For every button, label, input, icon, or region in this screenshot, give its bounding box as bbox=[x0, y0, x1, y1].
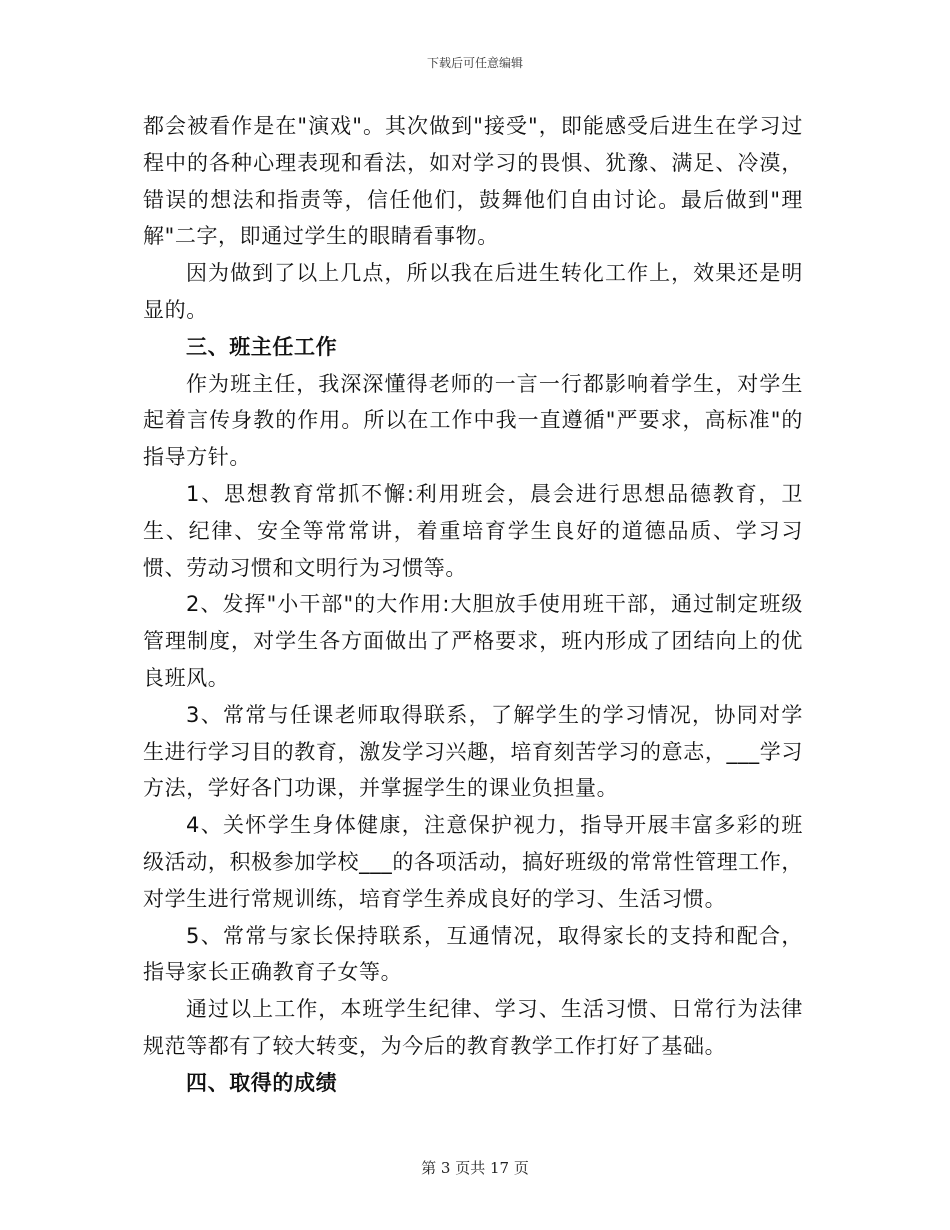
document-body bbox=[143, 108, 803, 1102]
paragraph-item-5: 5、常常与家长保持联系，互通情况，取得家长的支持和配合，指导家长正确教育子女等。 bbox=[143, 923, 803, 985]
paragraph-item-4: 4、关怀学生身体健康，注意保护视力，指导开展丰富多彩的班级活动，积极参加学校___的各项活动，搞好班级的常常性管理工作，对学生进行常规训练，培育学生养成良好的学习、生活习惯。 bbox=[143, 813, 803, 911]
paragraph-item-2: 2、发挥"小干部"的大作用:大胆放手使用班干部，通过制定班级管理制度，对学生各方面做出了严格要求，班内形成了团结向上的优良班风。 bbox=[143, 592, 803, 690]
paragraph-item-3: 3、常常与任课老师取得联系，了解学生的学习情况，协同对学生进行学习目的教育，激发学习兴趣，培育刻苦学习的意志，___学习方法，学好各门功课，并掌握学生的课业负担量。 bbox=[143, 702, 803, 801]
section-heading-head-teacher-work: 三、班主任工作 bbox=[186, 334, 338, 359]
paragraph-summary: 通过以上工作，本班学生纪律、学习、生活习惯、日常行为法律规范等都有了较大转变，为今后的教育教学工作打好了基础。 bbox=[143, 997, 803, 1058]
page-number-footer: 第 3 页共 17 页 bbox=[421, 1159, 529, 1177]
page-header: 下载后可任意编辑 bbox=[426, 56, 523, 70]
paragraph-continuation: 都会被看作是在"演戏"。其次做到"接受"，即能感受后进生在学习过程中的各种心理表现和看法，如对学习的畏惧、犹豫、满足、冷漠，错误的想法和指责等，信任他们，鼓舞他们自由讨论。最后做到"理解"二字，即通过学生的眼睛看事物。 bbox=[143, 114, 803, 249]
section-heading-achievements: 四、取得的成绩 bbox=[186, 1070, 338, 1095]
paragraph-item-1: 1、思想教育常抓不懈:利用班会，晨会进行思想品德教育，卫生、纪律、安全等常常讲，着重培育学生良好的道德品质、学习习惯、劳动习惯和文明行为习惯等。 bbox=[143, 481, 803, 580]
paragraph-transformation-result: 因为做到了以上几点，所以我在后进生转化工作上，效果还是明显的。 bbox=[143, 261, 803, 322]
paragraph-head-teacher-intro: 作为班主任，我深深懂得老师的一言一行都影响着学生，对学生起着言传身教的作用。所以在工作中我一直遵循"严要求，高标准"的指导方针。 bbox=[143, 371, 803, 470]
